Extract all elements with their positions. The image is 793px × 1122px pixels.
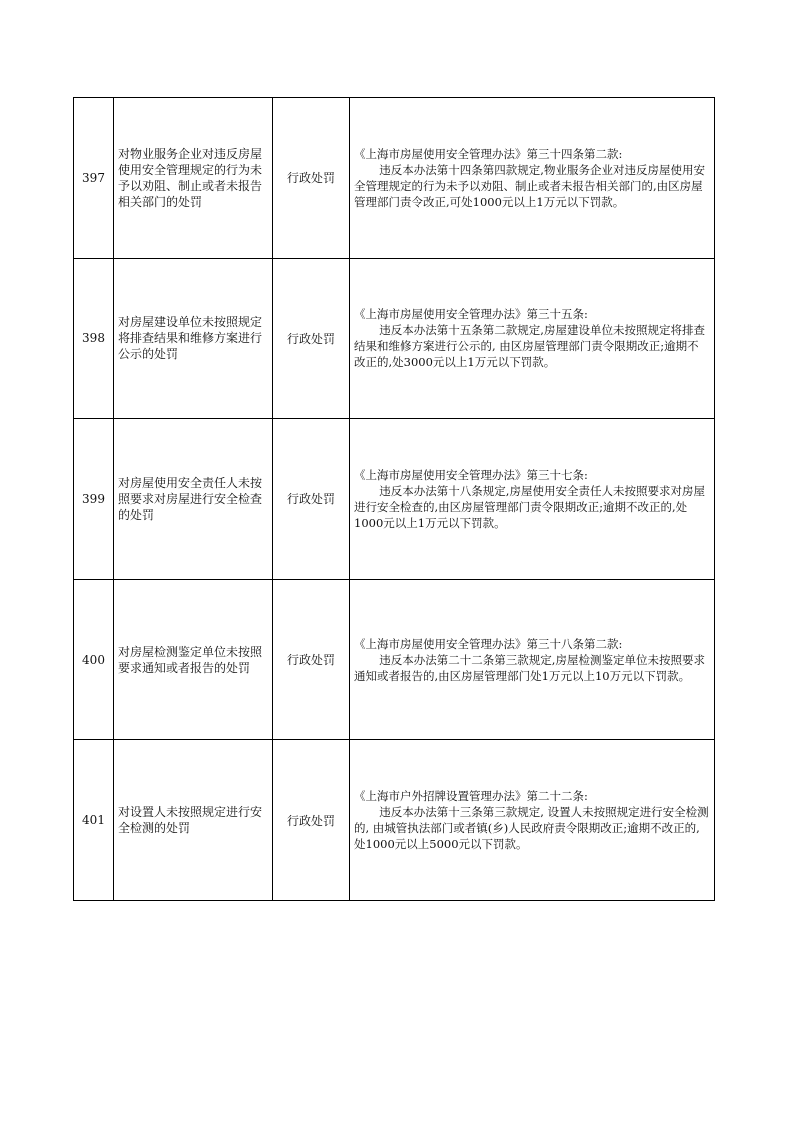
row-number: 397 <box>74 98 114 259</box>
item-cell <box>114 98 273 259</box>
table-row <box>74 579 715 740</box>
item-text: 对物业服务企业对违反房屋使用安全管理规定的行为未予以劝阻、制止或者未报告相关部门的处罚 <box>118 146 263 209</box>
row-number: 401 <box>74 740 114 901</box>
item-text: 对房屋使用安全责任人未按照要求对房屋进行安全检查的处罚 <box>118 475 263 522</box>
basis-body: 违反本办法第十四条第四款规定,物业服务企业对违反房屋使用安全管理规定的行为未予以劝阻、制止或者未报告相关部门的,由区房屋管理部门责令改正,可处1000元以上1万元以下罚款。 <box>354 162 705 209</box>
basis-cell <box>350 419 715 580</box>
table-row <box>74 98 715 259</box>
type-cell: 行政处罚 <box>273 579 350 740</box>
type-cell: 行政处罚 <box>273 740 350 901</box>
regulation-table <box>73 97 715 901</box>
item-text: 对设置人未按照规定进行安全检测的处罚 <box>118 805 263 836</box>
row-number: 399 <box>74 419 114 580</box>
item-text: 对房屋检测鉴定单位未按照要求通知或者报告的处罚 <box>118 644 263 675</box>
basis-title: 《上海市房屋使用安全管理办法》第三十五条: <box>354 307 588 322</box>
basis-title: 《上海市户外招牌设置管理办法》第二十二条: <box>354 789 588 804</box>
basis-body: 违反本办法第十五条第二款规定,房屋建设单位未按照规定将排查结果和维修方案进行公示的, 由区房屋管理部门责令限期改正;逾期不改正的,处3000元以上1万元以下罚款。 <box>354 323 705 370</box>
row-number: 400 <box>74 579 114 740</box>
table-row <box>74 419 715 580</box>
basis-cell <box>350 579 715 740</box>
basis-body: 违反本办法第二十二条第三款规定,房屋检测鉴定单位未按照要求通知或者报告的,由区房屋管理部门处1万元以上10万元以下罚款。 <box>354 652 705 683</box>
item-cell <box>114 579 273 740</box>
row-number: 398 <box>74 258 114 419</box>
basis-cell <box>350 98 715 259</box>
item-cell <box>114 740 273 901</box>
basis-title: 《上海市房屋使用安全管理办法》第三十八条第二款: <box>354 636 623 651</box>
type-cell: 行政处罚 <box>273 258 350 419</box>
basis-cell <box>350 258 715 419</box>
basis-body: 违反本办法第十三条第三款规定, 设置人未按照规定进行安全检测的, 由城管执法部门或者镇(乡)人民政府责令限期改正;逾期不改正的, 处1000元以上5000元以下罚款。 <box>354 805 709 852</box>
item-cell <box>114 258 273 419</box>
table-row <box>74 740 715 901</box>
table-row <box>74 258 715 419</box>
type-cell: 行政处罚 <box>273 419 350 580</box>
item-text: 对房屋建设单位未按照规定将排查结果和维修方案进行公示的处罚 <box>118 315 263 362</box>
item-cell <box>114 419 273 580</box>
basis-body: 违反本办法第十八条规定,房屋使用安全责任人未按照要求对房屋进行安全检查的,由区房屋管理部门责令限期改正;逾期不改正的,处1000元以上1万元以下罚款。 <box>354 483 705 530</box>
type-cell: 行政处罚 <box>273 98 350 259</box>
basis-title: 《上海市房屋使用安全管理办法》第三十七条: <box>354 467 588 482</box>
basis-title: 《上海市房屋使用安全管理办法》第三十四条第二款: <box>354 146 623 161</box>
basis-cell <box>350 740 715 901</box>
